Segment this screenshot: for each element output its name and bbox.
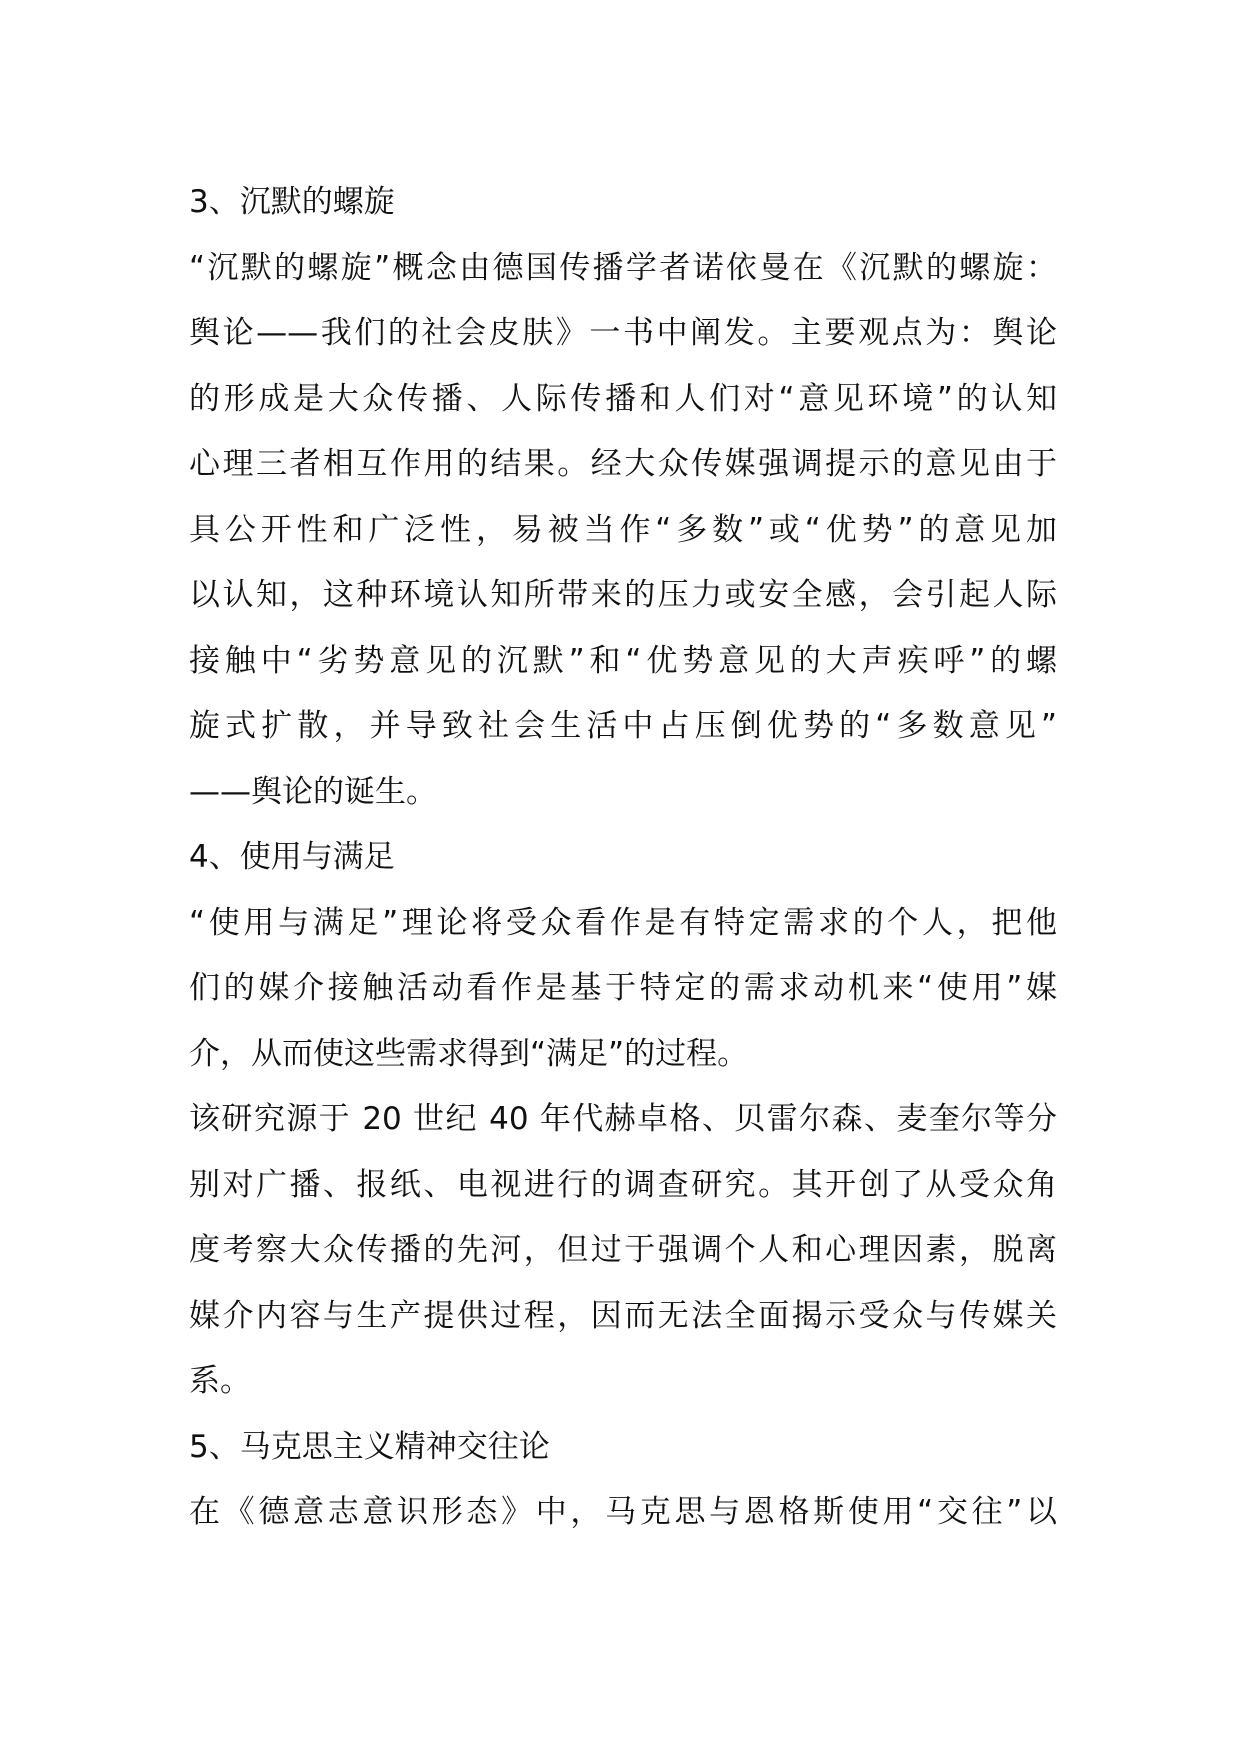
body-line: 们的媒介接触活动看作是基于特定的需求动机来“使用”媒 xyxy=(189,970,1057,1006)
body-line: 介，从而使这些需求得到“满足”的过程。 xyxy=(189,1035,749,1072)
body-line: 该研究源于 20 世纪 40 年代赫卓格、贝雷尔森、麦奎尔等分 xyxy=(189,1101,1057,1137)
body-line: 别对广播、报纸、电视进行的调查研究。其开创了从受众角 xyxy=(189,1166,1057,1203)
body-line: “沉默的螺旋”概念由德国传播学者诺依曼在《沉默的螺旋： xyxy=(189,249,1057,286)
body-line: 心理三者相互作用的结果。经大众传媒强调提示的意见由于 xyxy=(189,446,1057,482)
body-line: 接触中“劣势意见的沉默”和“优势意见的大声疾呼”的螺 xyxy=(189,642,1057,679)
body-line: 的形成是大众传播、人际传播和人们对“意见环境”的认知 xyxy=(189,380,1057,417)
body-line: 具公开性和广泛性，易被当作“多数”或“优势”的意见加 xyxy=(189,511,1057,548)
body-line: 系。 xyxy=(189,1363,251,1399)
body-line: 度考察大众传播的先河，但过于强调个人和心理因素，脱离 xyxy=(189,1232,1057,1268)
body-line: 舆论——我们的社会皮肤》一书中阐发。主要观点为：舆论 xyxy=(189,315,1057,351)
body-line: 媒介内容与生产提供过程，因而无法全面揭示受众与传媒关 xyxy=(189,1297,1057,1334)
body-line: 旋式扩散，并导致社会生活中占压倒优势的“多数意见” xyxy=(189,708,1057,744)
document-body xyxy=(189,170,1057,1546)
body-line: 以认知，这种环境认知所带来的压力或安全感，会引起人际 xyxy=(189,577,1057,613)
section-heading-marxist-communication-theory: 5、马克思主义精神交往论 xyxy=(189,1428,550,1465)
body-line: “使用与满足”理论将受众看作是有特定需求的个人，把他 xyxy=(189,904,1057,941)
section-heading-spiral-of-silence: 3、沉默的螺旋 xyxy=(189,184,395,220)
body-line: ——舆论的诞生。 xyxy=(189,773,437,810)
section-heading-uses-and-gratifications: 4、使用与满足 xyxy=(189,839,395,875)
body-line: 在《德意志意识形态》中，马克思与恩格斯使用“交往”以 xyxy=(189,1494,1057,1530)
